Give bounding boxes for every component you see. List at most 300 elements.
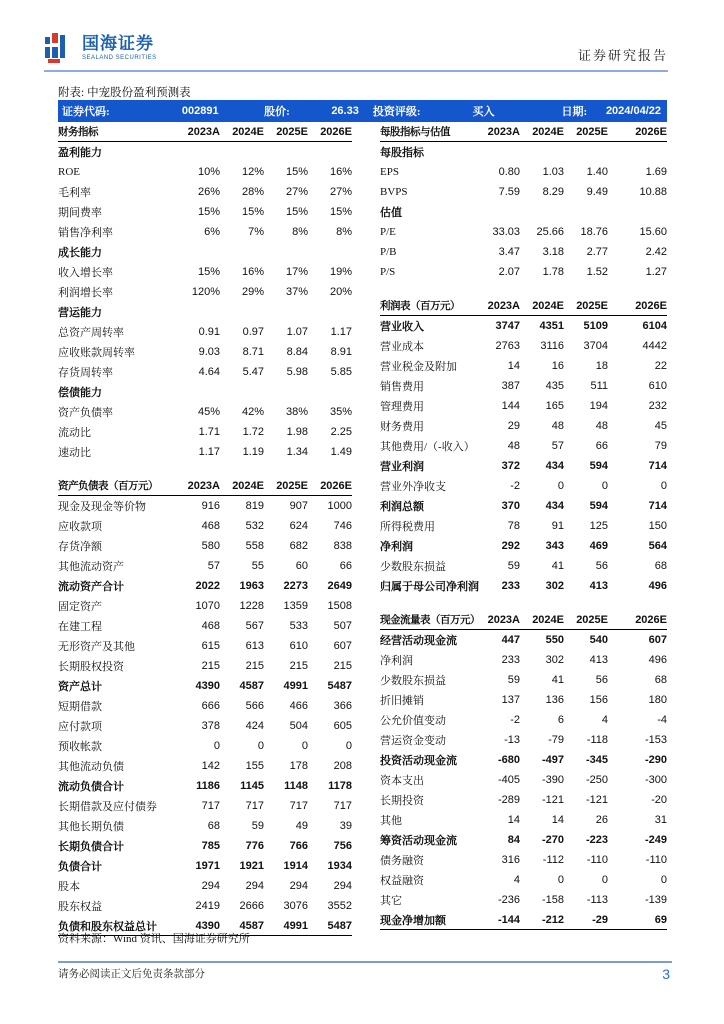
page-footer <box>58 961 672 982</box>
cell-value: 69 <box>654 913 667 926</box>
cell-value: -110 <box>586 854 608 866</box>
table-row <box>380 496 667 516</box>
cell-value: 18.76 <box>580 226 608 238</box>
cell-value: 1228 <box>239 600 264 612</box>
row-label: 无形资产及其他 <box>58 641 135 653</box>
cell-value: -270 <box>541 834 564 846</box>
brand-text <box>82 35 157 61</box>
cell-value: 49 <box>295 820 308 832</box>
row-label: 期间费率 <box>58 207 102 219</box>
cell-value: 0.97 <box>242 326 264 338</box>
cell-value: 45 <box>654 420 667 432</box>
table-row <box>58 342 352 362</box>
row-label: 每股指标与估值 <box>380 127 450 138</box>
cell-value: 48 <box>551 420 564 432</box>
cell-value: -121 <box>541 794 564 806</box>
cell-value: 15% <box>241 206 264 218</box>
cell-value: 2025E <box>276 125 308 138</box>
row-label: 存货净额 <box>58 541 102 553</box>
row-label: 经营活动现金流 <box>380 635 457 647</box>
row-label: 应收款项 <box>58 521 102 533</box>
cell-value: 38% <box>285 406 308 418</box>
row-label: 其它 <box>380 895 402 907</box>
cell-value: 59 <box>507 560 520 572</box>
table-row <box>380 750 667 770</box>
cell-value: 16% <box>329 166 352 178</box>
table-row <box>380 476 667 496</box>
cell-value: 785 <box>201 840 220 852</box>
stock-info-bar <box>58 100 667 122</box>
row-label: 现金净增加额 <box>380 914 446 927</box>
cell-value: 1.49 <box>330 446 352 458</box>
table-row <box>380 770 667 790</box>
page-header <box>44 26 668 72</box>
cell-value: 56 <box>595 560 608 572</box>
cell-value: 15% <box>285 206 308 218</box>
cell-value: 0 <box>660 480 667 492</box>
table-row <box>58 262 352 282</box>
row-label: 长期负债合计 <box>58 841 124 853</box>
financial-tables <box>58 122 667 936</box>
cell-value: 22 <box>654 360 667 372</box>
cell-value: 605 <box>333 720 352 732</box>
cell-value: 8.29 <box>542 186 564 198</box>
table-row <box>58 636 352 656</box>
cell-value: 564 <box>648 540 667 552</box>
row-label: 净利润 <box>380 541 413 553</box>
cell-value: 3747 <box>495 320 520 332</box>
cell-value: 5.47 <box>242 366 264 378</box>
row-label: 速动比 <box>58 447 91 459</box>
cell-value: 29% <box>241 286 264 298</box>
cell-value: 233 <box>501 654 520 666</box>
cell-value: -680 <box>497 754 520 766</box>
table-row <box>58 556 352 576</box>
cell-value: 594 <box>589 500 608 512</box>
cell-value: -158 <box>541 894 564 906</box>
cell-value: 5.85 <box>330 366 352 378</box>
row-label: 毛利率 <box>58 187 91 199</box>
cell-value: 1921 <box>239 860 264 872</box>
row-label: 股东权益 <box>58 901 102 913</box>
cell-value: 3.47 <box>498 246 520 258</box>
cell-value: 1.71 <box>198 426 220 438</box>
cell-value: 2666 <box>239 900 264 912</box>
cell-value: 550 <box>545 634 564 646</box>
cell-value: 372 <box>501 460 520 472</box>
cell-value: 1.17 <box>198 446 220 458</box>
cell-value: 26 <box>595 814 608 826</box>
cell-value: 294 <box>289 880 308 892</box>
table-header-row <box>58 476 352 496</box>
cell-value: 215 <box>201 660 220 672</box>
section-title-row <box>58 142 352 162</box>
cell-value: 4390 <box>195 680 220 692</box>
cell-value: 316 <box>501 854 520 866</box>
row-label: 长期借款及应付债券 <box>58 801 157 813</box>
cell-value: 4 <box>513 874 520 886</box>
cell-value: 0 <box>660 874 667 886</box>
cell-value: 5487 <box>327 919 352 932</box>
table-row <box>58 616 352 636</box>
cell-value: -390 <box>541 774 564 786</box>
cell-value: 17% <box>285 266 308 278</box>
cell-value: -139 <box>644 894 667 906</box>
cell-value: 343 <box>545 540 564 552</box>
table-row <box>58 896 352 916</box>
section-title-row <box>58 302 352 322</box>
stock-code-label: 证券代码: <box>62 106 110 118</box>
table-row <box>380 710 667 730</box>
table-row <box>380 690 667 710</box>
row-label: 流动负债合计 <box>58 781 124 793</box>
cell-value: 2026E <box>320 125 352 138</box>
cell-value: 56 <box>595 674 608 686</box>
row-label: 管理费用 <box>380 401 424 413</box>
table-row <box>58 402 352 422</box>
cell-value: 1914 <box>283 860 308 872</box>
cell-value: 776 <box>245 840 264 852</box>
spacer-row <box>380 596 667 610</box>
row-label: 盈利能力 <box>58 147 102 159</box>
row-label: 利润总额 <box>380 501 424 513</box>
row-label: 营业收入 <box>380 321 424 333</box>
cell-value: 717 <box>245 800 264 812</box>
cell-value: 435 <box>545 380 564 392</box>
cell-value: 208 <box>333 760 352 772</box>
cell-value: 4390 <box>195 919 220 932</box>
row-label: 营业成本 <box>380 341 424 353</box>
cell-value: 156 <box>589 694 608 706</box>
cell-value: 215 <box>333 660 352 672</box>
cell-value: 6104 <box>642 320 667 332</box>
cell-value: 610 <box>648 380 667 392</box>
cell-value: 1.69 <box>645 166 667 178</box>
cell-value: 2.77 <box>586 246 608 258</box>
cell-value: 25.66 <box>536 226 564 238</box>
cell-value: 215 <box>245 660 264 672</box>
cell-value: 0.80 <box>498 166 520 178</box>
cell-value: 4442 <box>642 340 667 352</box>
cell-value: 45% <box>197 406 220 418</box>
cell-value: 8.91 <box>330 346 352 358</box>
cell-value: 666 <box>201 700 220 712</box>
table-row <box>380 336 667 356</box>
cell-value: -289 <box>497 794 520 806</box>
cell-value: 2023A <box>487 125 520 138</box>
disclaimer-text: 请务必阅读正文后免责条款部分 <box>58 969 205 980</box>
cell-value: 717 <box>289 800 308 812</box>
cell-value: 19% <box>329 266 352 278</box>
row-label: 利润增长率 <box>58 287 113 299</box>
table-row <box>380 242 667 262</box>
rating-label: 投资评级: <box>372 106 421 118</box>
cell-value: 68 <box>654 560 667 572</box>
cell-value: 2.07 <box>498 266 520 278</box>
cell-value: 0 <box>213 740 220 752</box>
table-row <box>380 162 667 182</box>
row-label: 收入增长率 <box>58 267 113 279</box>
cell-value: 233 <box>501 580 520 592</box>
cell-value: 1000 <box>327 500 352 512</box>
cell-value: 215 <box>289 660 308 672</box>
table-row <box>380 790 667 810</box>
cell-value: 39 <box>339 820 352 832</box>
row-label: 其他 <box>380 815 402 827</box>
row-label: 筹资活动现金流 <box>380 835 457 847</box>
cell-value: -290 <box>644 754 667 766</box>
table-row <box>58 836 352 856</box>
row-label: 资本支出 <box>380 775 424 787</box>
table-row <box>380 376 667 396</box>
table-row <box>380 890 667 910</box>
cell-value: 511 <box>590 380 608 392</box>
cell-value: 294 <box>201 880 220 892</box>
cell-value: 370 <box>501 500 520 512</box>
cell-value: -29 <box>592 913 608 926</box>
cell-value: 7.59 <box>498 186 520 198</box>
cell-value: 2025E <box>576 299 608 312</box>
cell-value: 496 <box>648 580 667 592</box>
cell-value: 26% <box>197 186 220 198</box>
cell-value: 59 <box>507 674 520 686</box>
cell-value: 717 <box>333 800 352 812</box>
cell-value: 4.64 <box>198 366 220 378</box>
cell-value: 180 <box>648 694 667 706</box>
cell-value: 79 <box>654 440 667 452</box>
cell-value: 68 <box>207 820 220 832</box>
row-label: 总资产周转率 <box>58 327 124 339</box>
table-row <box>380 416 667 436</box>
table-row <box>380 262 667 282</box>
cell-value: 0 <box>257 740 264 752</box>
cell-value: 1359 <box>283 600 308 612</box>
table-row <box>380 516 667 536</box>
cell-value: 60 <box>295 560 308 572</box>
stock-price-label: 股价: <box>264 106 290 118</box>
cell-value: 2.42 <box>645 246 667 258</box>
cell-value: 717 <box>201 800 220 812</box>
cell-value: 28% <box>241 186 264 198</box>
row-label: 其他流动资产 <box>58 561 124 573</box>
cell-value: 66 <box>339 560 352 572</box>
cell-value: 14 <box>507 814 520 826</box>
table-row <box>380 870 667 890</box>
cell-value: 7% <box>248 226 264 238</box>
row-label: 营运能力 <box>58 307 102 319</box>
row-label: 其他费用/（-收入） <box>380 441 475 453</box>
row-label: 估值 <box>380 207 402 219</box>
cell-value: 434 <box>545 500 564 512</box>
cell-value: 2024E <box>532 299 564 312</box>
cell-value: 2419 <box>195 900 220 912</box>
cell-value: 302 <box>545 580 564 592</box>
cell-value: 1.98 <box>286 426 308 438</box>
table-header-row <box>58 122 352 142</box>
table-row <box>58 656 352 676</box>
row-label: 负债合计 <box>58 861 102 873</box>
cell-value: 0 <box>601 480 608 492</box>
cell-value: -249 <box>644 834 667 846</box>
cell-value: 155 <box>245 760 264 772</box>
cell-value: 144 <box>501 400 520 412</box>
cell-value: -113 <box>586 894 608 906</box>
row-label: 利润表（百万元） <box>380 301 460 312</box>
cell-value: 142 <box>201 760 220 772</box>
row-label: 权益融资 <box>380 875 424 887</box>
row-label: 资产负债率 <box>58 407 113 419</box>
cell-value: 29 <box>507 420 520 432</box>
cell-value: 2763 <box>495 340 520 352</box>
cell-value: 468 <box>201 520 220 532</box>
cell-value: 1.52 <box>586 266 608 278</box>
table-row <box>58 162 352 182</box>
cell-value: 4351 <box>539 320 564 332</box>
cell-value: -153 <box>644 734 667 746</box>
rating-value: 买入 <box>472 106 495 118</box>
cell-value: 41 <box>551 560 564 572</box>
table-row <box>58 856 352 876</box>
row-label: 财务指标 <box>58 127 98 138</box>
report-type-label: 证券研究报告 <box>577 48 668 63</box>
cell-value: -144 <box>497 913 520 926</box>
row-label: 少数股东损益 <box>380 675 446 687</box>
section-title-row <box>380 202 667 222</box>
cell-value: 2023A <box>487 613 520 626</box>
table-row <box>380 222 667 242</box>
cell-value: 165 <box>545 400 564 412</box>
cell-value: 292 <box>501 540 520 552</box>
table-row <box>58 322 352 342</box>
table-row <box>58 516 352 536</box>
row-label: 在建工程 <box>58 621 102 633</box>
cell-value: 2024E <box>232 125 264 138</box>
cell-value: -2 <box>510 480 520 492</box>
table-header-row <box>380 610 667 630</box>
table-row <box>58 756 352 776</box>
row-label: 现金流量表（百万元） <box>380 615 480 626</box>
cell-value: 15% <box>329 206 352 218</box>
cell-value: 533 <box>289 620 308 632</box>
cell-value: 2024E <box>232 479 264 492</box>
table-row <box>58 282 352 302</box>
cell-value: 567 <box>245 620 264 632</box>
cell-value: 4587 <box>239 680 264 692</box>
cell-value: 14 <box>551 814 564 826</box>
row-label: 资产总计 <box>58 681 102 693</box>
cell-value: 48 <box>507 440 520 452</box>
cell-value: 302 <box>545 654 564 666</box>
stock-price-value: 26.33 <box>331 105 359 117</box>
cell-value: 2022 <box>195 580 220 592</box>
cell-value: 4991 <box>283 919 308 932</box>
row-label: 应付款项 <box>58 721 102 733</box>
cell-value: 766 <box>289 840 308 852</box>
cell-value: 8.71 <box>242 346 264 358</box>
cell-value: 0 <box>345 740 352 752</box>
cell-value: 2023A <box>487 299 520 312</box>
cell-value: 532 <box>245 520 264 532</box>
cell-value: 1508 <box>327 600 352 612</box>
cell-value: 3076 <box>283 900 308 912</box>
table-row <box>380 182 667 202</box>
brand-subtitle: SEALAND SECURITIES <box>82 55 157 61</box>
cell-value: 1.03 <box>542 166 564 178</box>
cell-value: 1963 <box>239 580 264 592</box>
row-label: 每股指标 <box>380 147 424 159</box>
table-row <box>58 736 352 756</box>
stock-code-value: 002891 <box>181 105 219 117</box>
cell-value: -212 <box>541 913 564 926</box>
cell-value: 610 <box>289 640 308 652</box>
cell-value: 2026E <box>635 299 667 312</box>
cell-value: 413 <box>589 580 608 592</box>
row-label: 净利润 <box>380 655 413 667</box>
section-title-row <box>58 242 352 262</box>
cell-value: 10% <box>197 166 220 178</box>
cell-value: 6 <box>557 714 564 726</box>
row-label: 债务融资 <box>380 855 424 867</box>
row-label: 投资活动现金流 <box>380 755 457 767</box>
cell-value: 78 <box>507 520 520 532</box>
cell-value: 91 <box>551 520 564 532</box>
cell-value: 2024E <box>532 125 564 138</box>
cell-value: 468 <box>201 620 220 632</box>
brand-name: 国海证券 <box>82 34 154 53</box>
cell-value: 57 <box>207 560 220 572</box>
cell-value: 14 <box>507 360 520 372</box>
cell-value: 607 <box>648 634 667 646</box>
table-row <box>380 630 667 650</box>
row-label: EPS <box>380 166 399 178</box>
cell-value: 714 <box>648 500 667 512</box>
cell-value: 6% <box>204 226 220 238</box>
cell-value: 35% <box>329 406 352 418</box>
cell-value: 624 <box>289 520 308 532</box>
table-row <box>58 696 352 716</box>
table-row <box>380 670 667 690</box>
table-row <box>58 776 352 796</box>
cell-value: 2.25 <box>330 426 352 438</box>
cell-value: 59 <box>251 820 264 832</box>
section-title-row <box>380 142 667 162</box>
cell-value: 3116 <box>540 340 564 352</box>
cell-value: 57 <box>551 440 564 452</box>
table-row <box>58 716 352 736</box>
cell-value: 607 <box>333 640 352 652</box>
cell-value: 540 <box>589 634 608 646</box>
cell-value: 0 <box>601 874 608 886</box>
cell-value: 66 <box>595 440 608 452</box>
cell-value: 387 <box>501 380 520 392</box>
cell-value: 2023A <box>187 125 220 138</box>
row-label: 营业税金及附加 <box>380 361 457 373</box>
row-label: 营运资金变动 <box>380 735 446 747</box>
table-row <box>380 536 667 556</box>
cell-value: 434 <box>545 460 564 472</box>
cell-value: 558 <box>245 540 264 552</box>
row-label: 少数股东损益 <box>380 561 446 573</box>
row-label: 营业利润 <box>380 461 424 473</box>
cell-value: 194 <box>589 400 608 412</box>
row-label: 公允价值变动 <box>380 715 446 727</box>
row-label: 资产负债表（百万元） <box>58 481 158 492</box>
cell-value: -497 <box>541 754 564 766</box>
table-row <box>380 356 667 376</box>
cell-value: 1.78 <box>542 266 564 278</box>
cell-value: 466 <box>289 700 308 712</box>
cell-value: 1.27 <box>645 266 667 278</box>
